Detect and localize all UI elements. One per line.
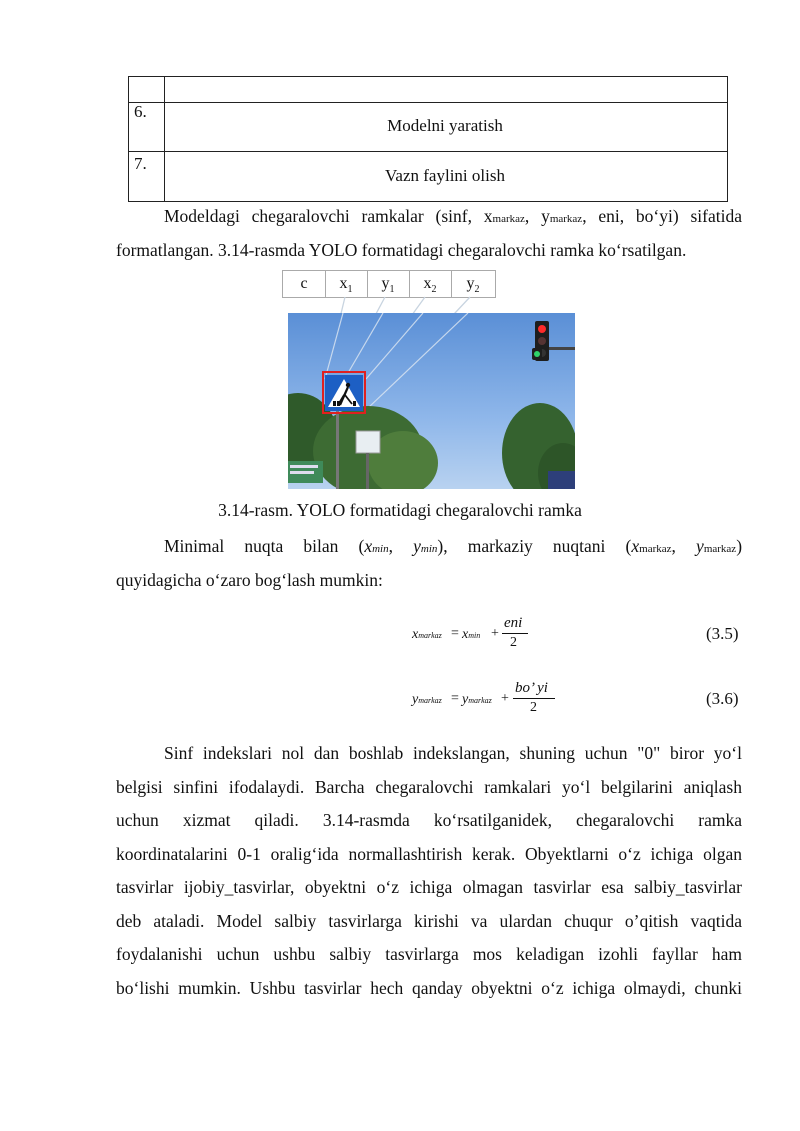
- label-y2: $y_2$: [466, 275, 480, 296]
- table-row-7-number: 7.: [134, 154, 147, 173]
- label-x2: $x_2$: [409, 271, 452, 297]
- paragraph-classes: Sinf indekslari nol dan boshlab indekslangan, shuning uchun "0" biror yo‘l belgisi sinfini ifodalaydi. Barcha chegaralovchi ramkalari yo‘l belgilarini aniqlash uchun xizmat qiladi. 3.14-rasmda ko‘rsatilganidek, chegaralovchi ramka koordinatalarini 0-1 oralig‘ida normallashtirish kerak. Obyektlarni o‘z ichiga olgan tasvirlar ijobiy_tasvirlar, obyektni o‘z ichiga olmagan tasvirlar esa salbiy_tasvirlar deb ataladi. Model salbiy tasvirlarga kirishi va ulardan chuqur o’qitish vaqtida foydalanishi uchun ushbu salbiy tasvirlarga mos keladigan izohli fayllar ham bo‘lishi mumkin. Ushbu tasvirlar hech qanday obyektni o‘z ichiga olmaydi, chunki: [116, 743, 742, 998]
- figure-caption: 3.14-rasm. YOLO formatidagi chegaralovchi ramka: [218, 500, 582, 520]
- label-y1: $y_1$: [367, 271, 410, 297]
- paragraph-intro: Modeldagi chegaralovchi ramkalar (sinf, xmarkaz, ymarkaz, eni, bo‘yi) sifatida formatlangan. 3.14-rasmda YOLO formatidagi chegaralovchi ramka ko‘rsatilgan.: [116, 206, 742, 260]
- label-x1: $x_1$: [325, 271, 368, 297]
- paragraph-relation: Minimal nuqta bilan (xmin, ymin), markaziy nuqtani (xmarkaz, ymarkaz) quyidagicha o‘zaro bog‘lash mumkin:: [116, 536, 743, 590]
- table-row-7-text: Vazn faylini olish: [385, 166, 505, 185]
- equation-number-3-6: (3.6): [706, 689, 739, 708]
- label-class: c: [283, 271, 326, 297]
- street-sign-photo: [288, 313, 575, 489]
- equation-number-3-5: (3.5): [706, 624, 739, 643]
- equation-3-5: xmarkaz = xmin + eni 2: [412, 617, 532, 657]
- table-row-6-text: Modelni yaratish: [387, 116, 503, 135]
- equation-3-6: ymarkaz = ymarkaz + bo’ yi 2: [412, 682, 562, 722]
- table-row-6-number: 6.: [134, 102, 147, 121]
